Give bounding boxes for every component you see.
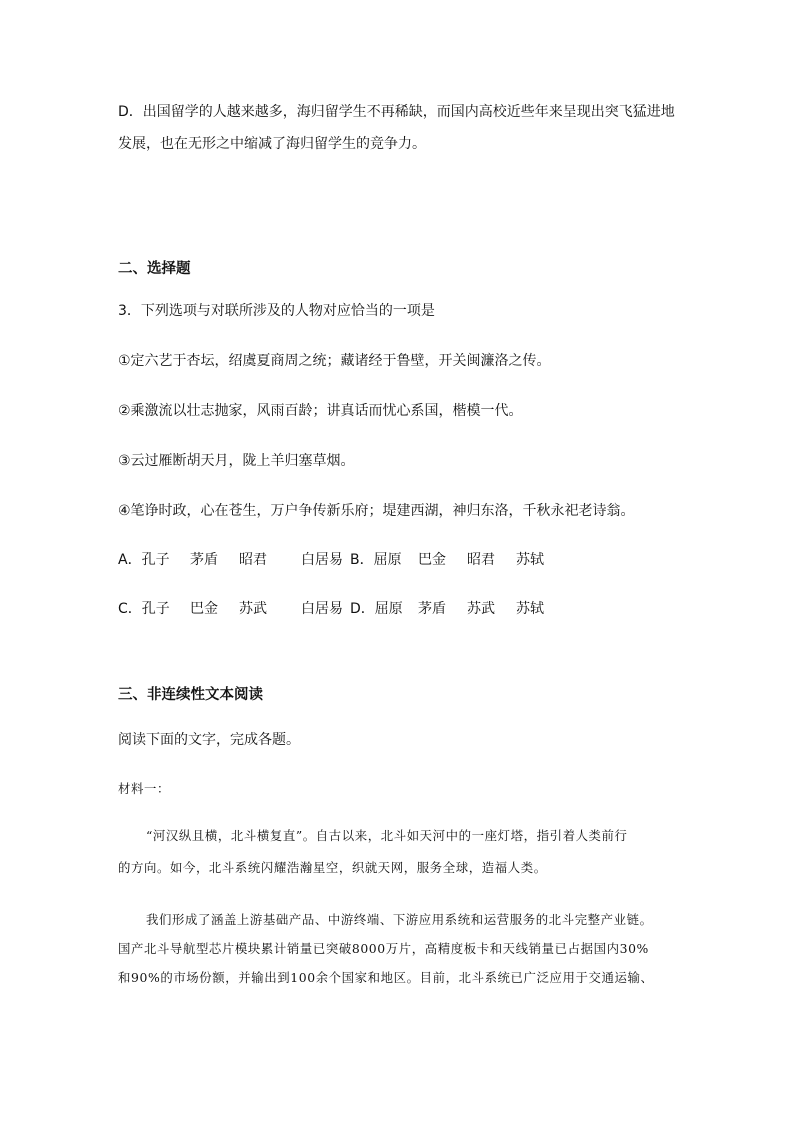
- couplet-2: ②乘激流以壮志抛家，风雨百龄；讲真话而忧心系国，楷模一代。: [118, 403, 523, 419]
- paragraph-2-line-2: 国产北斗导航型芯片模块累计销量已突破8000万片，高精度板卡和天线销量已占据国内30%: [118, 941, 649, 956]
- couplet-3: ③云过雁断胡天月，陇上羊归塞草烟。: [118, 453, 355, 469]
- choice-c-2: 巴金: [190, 601, 218, 617]
- choice-b-2: 巴金: [418, 552, 446, 568]
- paragraph-1-line-2: 的方向。如今，北斗系统闪耀浩瀚星空，织就天网，服务全球，造福人类。: [118, 860, 547, 875]
- choice-b-1: B．屈原: [350, 552, 402, 568]
- paragraph-2-line-3: 和90%的市场份额，并输出到100余个国家和地区。目前，北斗系统已广泛应用于交通运输、: [118, 970, 654, 985]
- choice-d-1: D．屈原: [350, 601, 403, 617]
- paragraph-1-line-1: “河汉纵且横，北斗横复直”。自古以来，北斗如天河中的一座灯塔，指引着人类前行: [146, 828, 628, 843]
- option-d-line-2: 发展，也在无形之中缩减了海归留学生的竞争力。: [118, 136, 426, 152]
- reading-instruction: 阅读下面的文字，完成各题。: [118, 732, 300, 748]
- section-3-title: 三、非连续性文本阅读: [118, 687, 263, 703]
- choice-d-4: 苏轼: [516, 601, 544, 617]
- choice-a-3: 昭君: [239, 552, 267, 568]
- material-label: 材料一：: [118, 781, 170, 796]
- choice-d-3: 苏武: [467, 601, 495, 617]
- couplet-4: ④笔诤时政，心在苍生，万户争传新乐府；堤建西湖，神归东洛，千秋永祀老诗翁。: [118, 503, 635, 519]
- choice-b-3: 昭君: [467, 552, 495, 568]
- choice-a-2: 茅盾: [190, 552, 218, 568]
- choice-a-1: A．孔子: [118, 552, 170, 568]
- paragraph-2-line-1: 我们形成了涵盖上游基础产品、中游终端、下游应用系统和运营服务的北斗完整产业链。: [146, 912, 653, 927]
- choice-b-4: 苏轼: [516, 552, 544, 568]
- choice-a-4: 白居易: [301, 552, 343, 568]
- question-3-stem: 3．下列选项与对联所涉及的人物对应恰当的一项是: [118, 303, 435, 319]
- choice-c-1: C．孔子: [118, 601, 170, 617]
- section-2-title: 二、选择题: [118, 261, 191, 277]
- option-d-line-1: D．出国留学的人越来越多，海归留学生不再稀缺，而国内高校近些年来呈现出突飞猛进地: [118, 104, 675, 120]
- choice-c-3: 苏武: [239, 601, 267, 617]
- couplet-1: ①定六艺于杏坛，绍虞夏商周之统；藏诸经于鲁壁，开关闽濂洛之传。: [118, 353, 551, 369]
- choice-c-4: 白居易: [301, 601, 343, 617]
- choice-d-2: 茅盾: [418, 601, 446, 617]
